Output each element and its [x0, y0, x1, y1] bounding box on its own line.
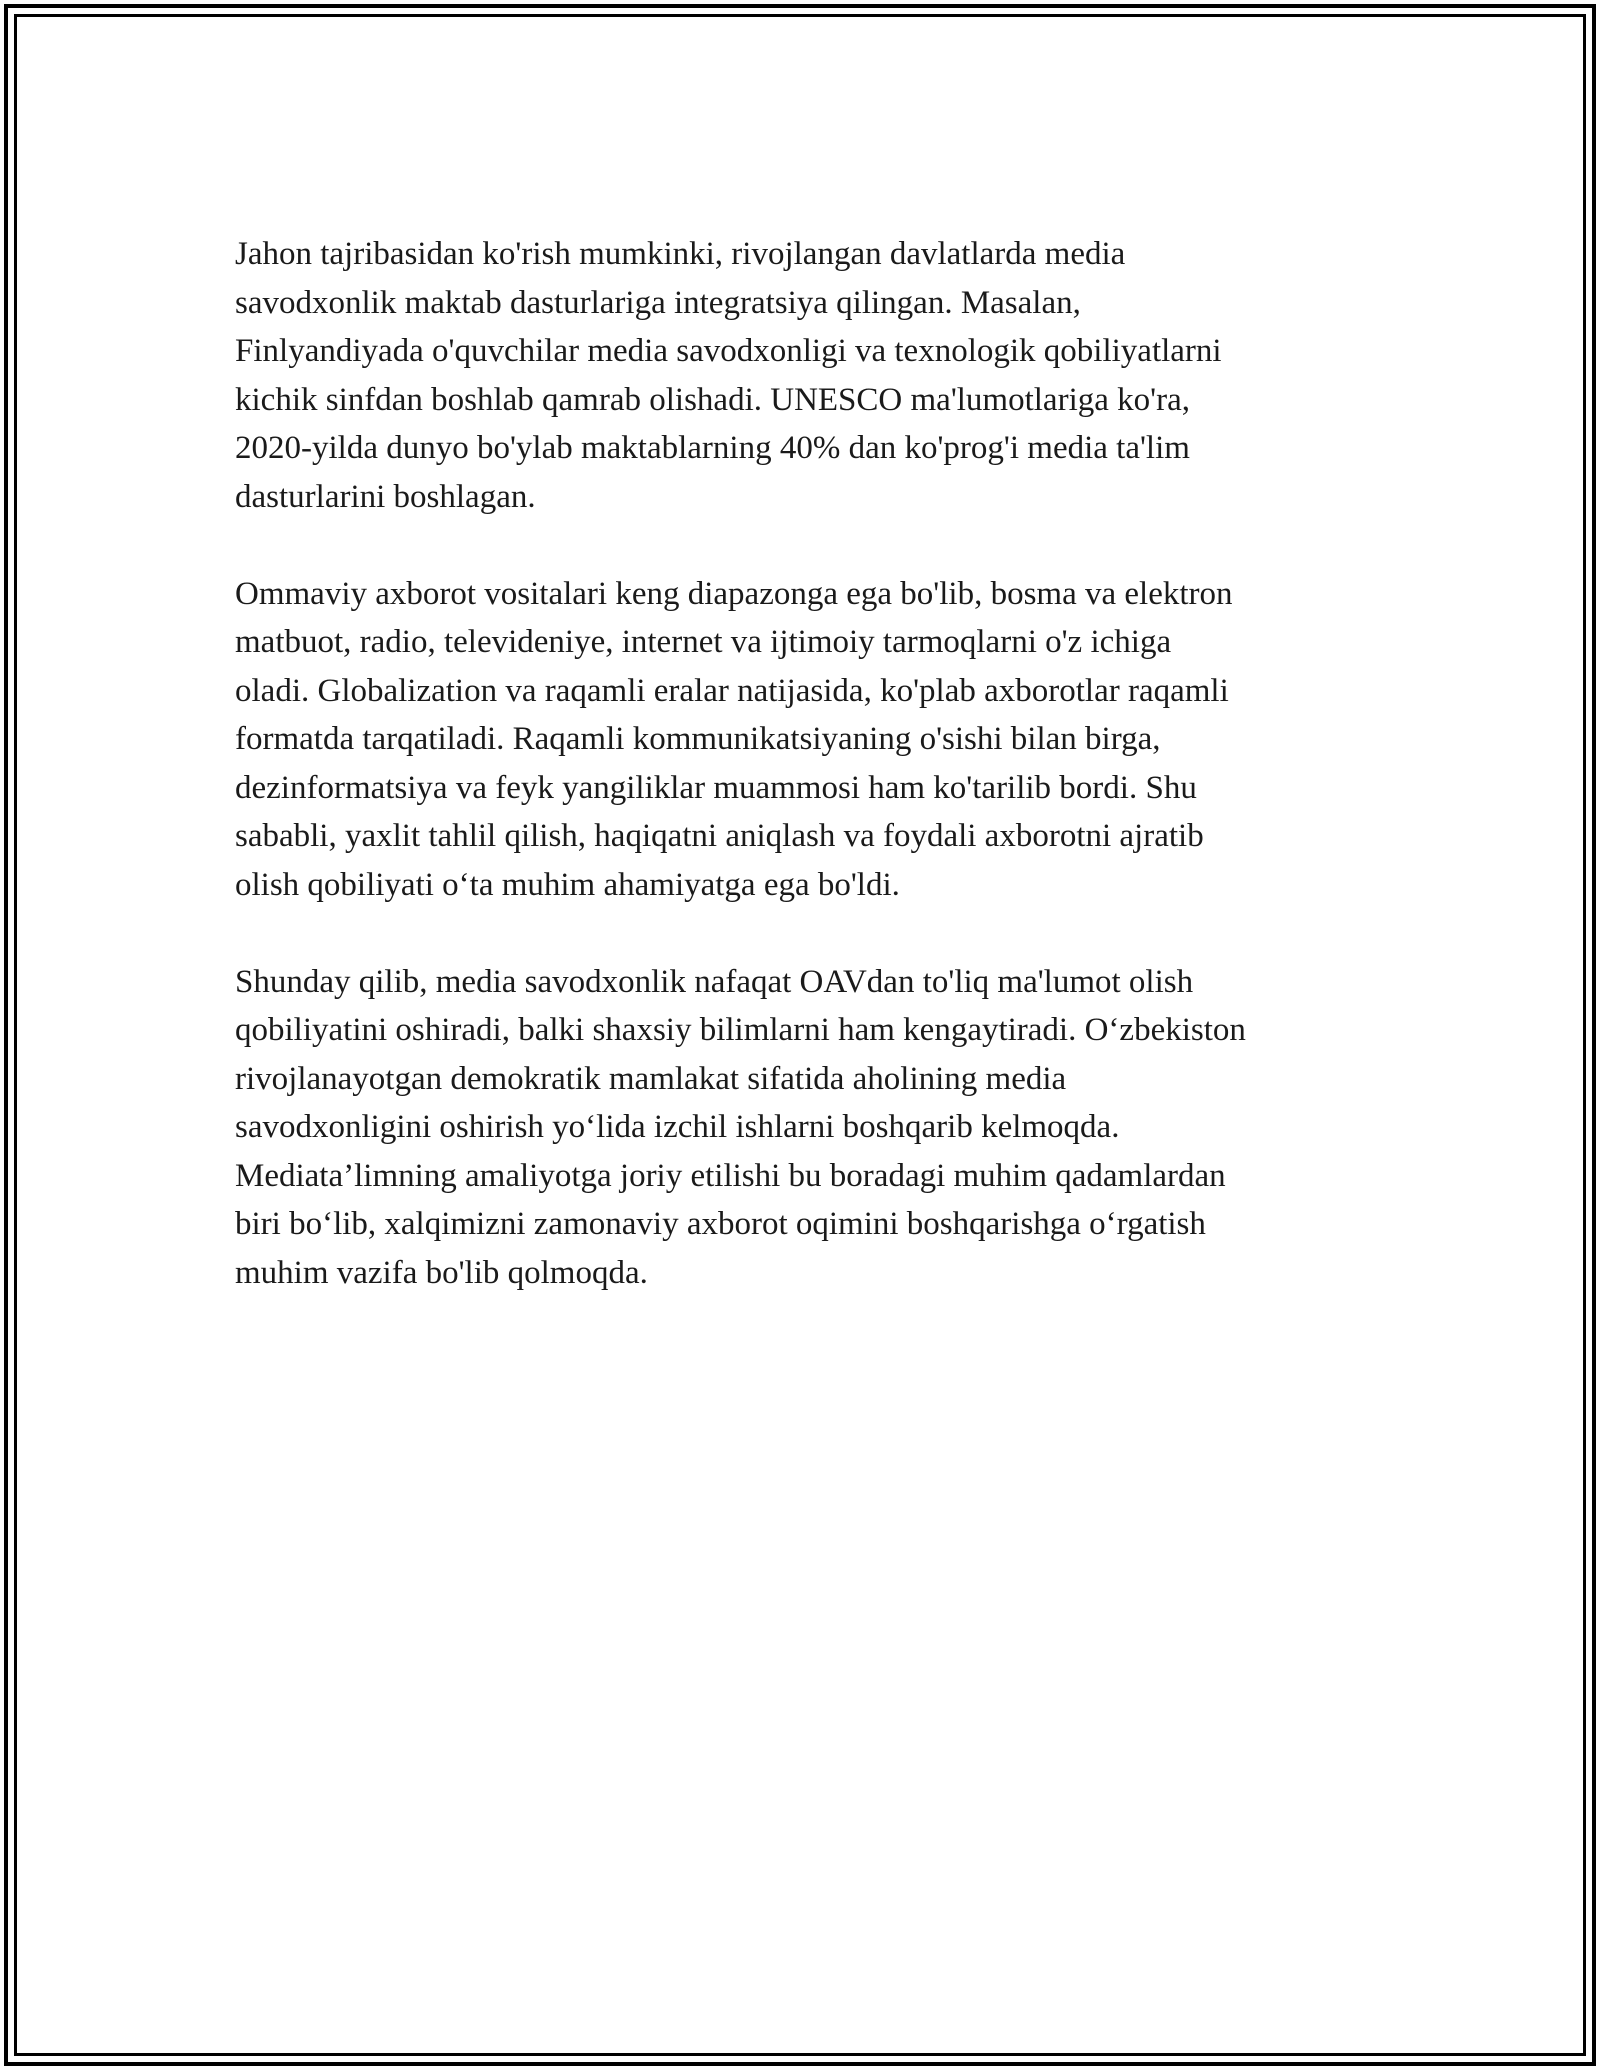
text-line: muhim vazifa bo'lib qolmoqda. — [235, 1254, 648, 1291]
text-line: oladi. Globalization va raqamli eralar natijasida, ko'plab axborotlar raqamli — [235, 672, 1229, 709]
text-line: Ommaviy axborot vositalari keng diapazonga ega bo'lib, bosma va elektron — [235, 575, 1233, 612]
paragraph-1 — [235, 230, 1415, 521]
text-line: Jahon tajribasidan ko'rish mumkinki, rivojlangan davlatlarda media — [235, 236, 1126, 272]
text-line: biri bo‘lib, xalqimizni zamonaviy axborot oqimini boshqarishga o‘rgatish — [235, 1206, 1206, 1242]
text-line: 2020-yilda dunyo bo'ylab maktablarning 40% dan ko'prog'i media ta'lim — [235, 430, 1190, 466]
text-line: Shunday qilib, media savodxonlik nafaqat OAVdan to'liq ma'lumot olish — [235, 963, 1194, 1000]
text-line: dasturlarini boshlagan. — [235, 478, 536, 515]
text-line: kichik sinfdan boshlab qamrab olishadi. UNESCO ma'lumotlariga ko'ra, — [235, 381, 1190, 418]
text-line: qobiliyatini oshiradi, balki shaxsiy bilimlarni ham kengaytiradi. O‘zbekiston — [235, 1012, 1246, 1048]
text-line: savodxonligini oshirish yo‘lida izchil ishlarni boshqarib kelmoqda. — [235, 1109, 1120, 1145]
document-body — [235, 230, 1415, 1346]
paragraph-2 — [235, 570, 1415, 910]
text-line: savodxonlik maktab dasturlariga integratsiya qilingan. Masalan, — [235, 284, 1081, 321]
paragraph-3 — [235, 958, 1415, 1298]
text-line: Mediata’limning amaliyotga joriy etilishi bu boradagi muhim qadamlardan — [235, 1157, 1226, 1194]
text-line: formatda tarqatiladi. Raqamli kommunikatsiyaning o'sishi bilan birga, — [235, 721, 1161, 757]
text-line: matbuot, radio, televideniye, internet va ijtimoiy tarmoqlarni o'z ichiga — [235, 624, 1172, 660]
text-line: dezinformatsiya va feyk yangiliklar muammosi ham ko'tarilib bordi. Shu — [235, 769, 1197, 806]
text-line: sababli, yaxlit tahlil qilish, haqiqatni aniqlash va foydali axborotni ajratib — [235, 818, 1204, 854]
text-line: Finlyandiyada o'quvchilar media savodxonligi va texnologik qobiliyatlarni — [235, 333, 1222, 369]
text-line: rivojlanayotgan demokratik mamlakat sifatida aholining media — [235, 1060, 1067, 1097]
text-line: olish qobiliyati o‘ta muhim ahamiyatga ega bo'ldi. — [235, 866, 900, 903]
